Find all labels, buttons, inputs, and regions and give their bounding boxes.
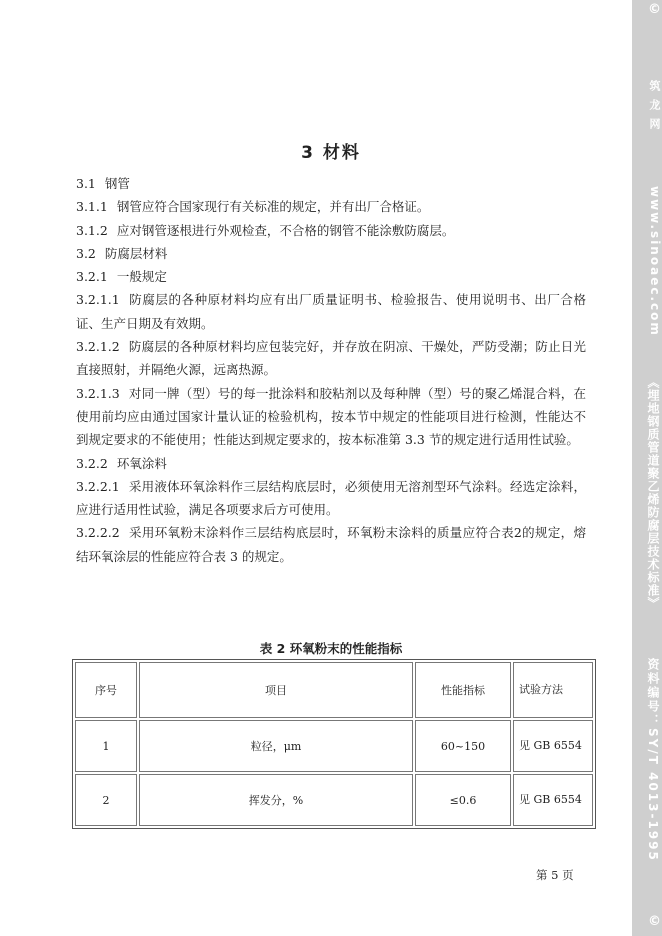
header-method: 试验方法 xyxy=(513,662,593,718)
chapter-title: 3 材料 xyxy=(301,143,361,163)
property-table xyxy=(72,659,596,829)
paragraph: 3.2.1.3 对同一牌（型）号的每一批涂料和胶粘剂以及每种牌（型）号的聚乙烯混合料，在使用前均应由通过国家计量认证的检验机构，按本节中规定的性能项目进行检测，性能达不到规定要求的不能使用；性能达到规定要求的，按本标准第 3.3 节的规定进行适用性试验。 xyxy=(76,385,586,448)
header-no: 序号 xyxy=(75,662,137,718)
paragraph: 3.1 钢管 xyxy=(76,176,130,191)
cell-no: 1 xyxy=(75,720,137,772)
paragraph: 3.2.2.1 采用液体环氧涂料作三层结构底层时，必须使用无溶剂型环气涂料。经选定涂料，应进行适用性试验，满足各项要求后方可使用。 xyxy=(76,478,586,518)
header-item: 项目 xyxy=(139,662,413,718)
paragraph: 3.1.1 钢管应符合国家现行有关标准的规定，并有出厂合格证。 xyxy=(76,199,430,215)
cell-method: 见 GB 6554 xyxy=(513,720,593,772)
watermark-sidebar xyxy=(632,0,662,936)
cell-item: 挥发分，% xyxy=(139,774,413,826)
cell-item: 粒径，μm xyxy=(139,720,413,772)
table-row xyxy=(75,774,593,826)
site-url: www.sinoaec.com xyxy=(648,186,662,337)
paragraph: 3.2.1 一般规定 xyxy=(76,269,167,285)
paragraph: 3.2 防腐层材料 xyxy=(76,245,168,261)
table-header-row xyxy=(75,662,593,718)
paragraph: 3.2.1.2 防腐层的各种原材料均应包装完好，并存放在阴凉、干燥处，严防受潮；防止日光直接照射，并隔绝火源，远离热源。 xyxy=(76,339,586,378)
cell-value: 60~150 xyxy=(415,720,511,772)
table-caption: 表 2 环氧粉末的性能指标 xyxy=(259,641,403,656)
paragraph: 3.2.2 环氧涂料 xyxy=(76,455,167,471)
header-value: 性能指标 xyxy=(415,662,511,718)
page-number: 第 5 页 xyxy=(536,868,574,882)
copyright-icon: © xyxy=(647,2,662,17)
cell-no: 2 xyxy=(75,774,137,826)
cell-method: 见 GB 6554 xyxy=(513,774,593,826)
copyright-icon: © xyxy=(647,914,662,929)
cell-value: ≤0.6 xyxy=(415,774,511,826)
body-text xyxy=(76,172,586,568)
book-title: 《埋地钢质管道聚乙烯防腐层技术标准》 xyxy=(646,376,660,610)
document-code: 资料编号：SY/T 4013-1995 xyxy=(646,658,660,862)
site-name: 筑龙网 xyxy=(648,80,661,137)
paragraph: 3.2.1.1 防腐层的各种原材料均应有出厂质量证明书、检验报告、使用说明书、出厂合格证、生产日期及有效期。 xyxy=(76,292,586,331)
paragraph: 3.2.2.2 采用环氧粉末涂料作三层结构底层时，环氧粉末涂料的质量应符合表2的规定，熔结环氧涂层的性能应符合表 3 的规定。 xyxy=(76,525,586,564)
table-row xyxy=(75,720,593,772)
paragraph: 3.1.2 应对钢管逐根进行外观检查，不合格的钢管不能涂敷防腐层。 xyxy=(76,222,455,238)
